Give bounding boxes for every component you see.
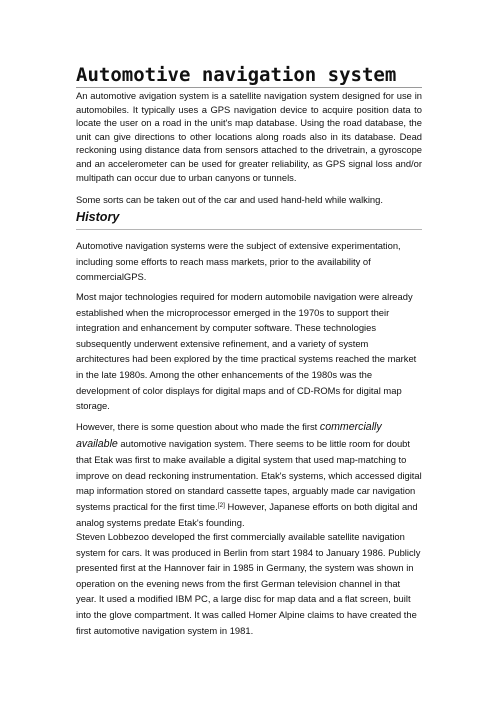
section-heading-history: History xyxy=(76,210,120,224)
intro-paragraph: An automotive avigation system is a satellite navigation system designed for use in automobiles. It typically uses a GPS navigation device to acquire position data to locate the user on a road in the unit's map database. Using the road database, the unit can give directions to other locations along roads also in its database. Dead reckoning using distance data from sensors attached to the drivetrain, a gyroscope and an accelerometer can be used for greater reliability, as GPS signal loss and/or multipath can occur due to urban canyons or tunnels. xyxy=(76,90,422,183)
history-paragraph-4: Steven Lobbezoo developed the first commercially available satellite navigation system for cars. It was produced in Berlin from start 1984 to January 1986. Publicly presented first at the Hannover fair in 1985 in Germany, the system was shown in operation on the evening news from the first German television channel in that year. It used a modified IBM PC, a large disc for map data and a flat screen, built into the glove compartment. It was called Homer Alpine claims to have created the first automotive navigation system in 1981. xyxy=(76,531,421,636)
history-paragraph-1: Automotive navigation systems were the subject of extensive experimentation, including some efforts to reach mass markets, prior to the availability of commercialGPS. xyxy=(76,240,401,283)
page-title: Automotive navigation system xyxy=(76,64,397,86)
history-paragraph-2: Most major technologies required for modern automobile navigation were already established when the microprocessor emerged in the 1970s to support their integration and enhancement by computer software. These technologies subsequently underwent extensive refinement, and a variety of system architectures had been explored by the time practical systems reached the market in the late 1980s. Among the other enhancements of the 1980s was the development of color displays for digital maps and of CD-ROMs for digital map storage. xyxy=(76,291,417,412)
intro-last-line: Some sorts can be taken out of the car and used hand-held while walking. xyxy=(76,194,383,205)
history-paragraph-3-text-c: However, Japanese efforts on both digital and analog systems predate Etak's founding. xyxy=(76,500,418,528)
history-paragraph-3-text-a: However, there is some question about who made the first xyxy=(76,421,320,432)
citation-link[interactable]: [2] xyxy=(217,501,225,509)
section-divider xyxy=(76,229,422,230)
history-paragraph-3-text-b: automotive navigation system. There seems to be little room for doubt that Etak was first to make available a digital system that used map-matching to improve on dead reckoning instrumentation. Etak's systems, which accessed digital map information stored on standard cassette tapes, arguably made car navigation systems practical for the first time. xyxy=(76,437,422,512)
title-divider xyxy=(76,87,422,88)
emphasis-text: commercially available xyxy=(76,421,382,450)
history-paragraph-3 xyxy=(76,419,422,530)
